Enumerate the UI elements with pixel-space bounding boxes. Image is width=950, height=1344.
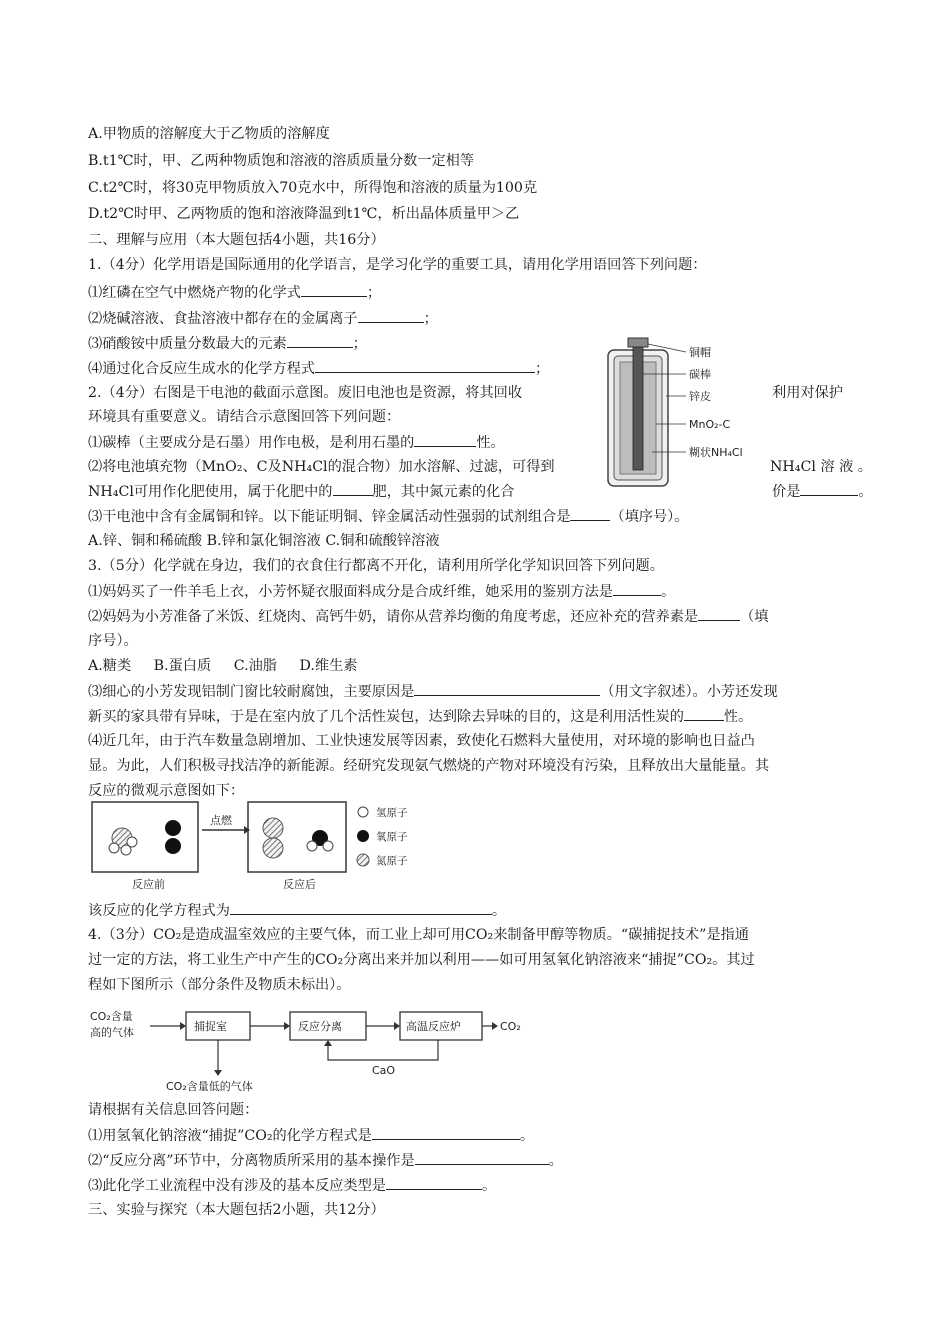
battery-label-nh4cl: 糊状NH₄Cl	[689, 446, 743, 459]
reaction-arrow-label: 点燃	[210, 814, 232, 827]
flow-output-label: CO₂	[500, 1020, 521, 1033]
battery-label-zinc: 锌皮	[689, 390, 711, 403]
question-4-prompt: 请根据有关信息回答问题：	[88, 1102, 259, 1118]
flow-box-capture-label: 捕捉室	[194, 1020, 227, 1033]
reaction-after-label: 反应后	[283, 878, 316, 891]
question-3-part-3-cont: 新买的家具带有异味，于是在室内放了几个活性炭包，达到除去异味的目的，这是利用活性炭的 性。	[88, 706, 752, 727]
flow-recycle-label: CaO	[372, 1064, 396, 1077]
question-2-stem-2: 环境具有重要意义。请结合示意图回答下列问题：	[88, 409, 401, 425]
battery-diagram	[600, 334, 770, 494]
question-2-part-2-valence: 价是 。	[772, 481, 873, 502]
battery-label-rod: 碳棒	[689, 368, 711, 381]
flow-exhaust-label: CO₂含量低的气体	[166, 1080, 253, 1092]
question-2-part-1: ⑴碳棒（主要成分是石墨）用作电极，是利用石墨的 性。	[88, 432, 505, 453]
question-1-part-2: ⑵烧碱溶液、食盐溶液中都存在的金属离子 ；	[88, 308, 438, 329]
reaction-diagram	[88, 796, 438, 892]
question-2-part-2-tail: NH₄Cl 溶 液 。	[770, 459, 872, 475]
question-2-stem-tail: 利用对保护	[772, 385, 843, 401]
question-1-part-1: ⑴红磷在空气中燃烧产物的化学式 ；	[88, 282, 381, 303]
question-3-part-4-cont: 显。为此，人们积极寻找洁净的新能源。经研究发现氨气燃烧的产物对环境没有污染，且释放出大量能量。其	[88, 758, 770, 774]
question-4-part-1: ⑴用氢氧化钠溶液“捕捉”CO₂的化学方程式是 。	[88, 1125, 534, 1146]
legend-hydrogen: 氢原子	[376, 807, 408, 819]
question-1-stem: 1.（4分）化学用语是国际通用的化学语言，是学习化学的重要工具，请用化学用语回答下列问题：	[88, 257, 707, 273]
question-3-part-2-cont: 序号）。	[88, 633, 138, 649]
question-4-stem-2: 过一定的方法，将工业生产中产生的CO₂分离出来并加以利用——如可用氢氧化钠溶液来“捕捉”CO₂。其过	[88, 952, 755, 968]
section-2-heading: 二、理解与应用（本大题包括4小题，共16分）	[88, 232, 385, 248]
question-4-stem-3: 程如下图所示（部分条件及物质未标出）。	[88, 977, 351, 993]
question-3-options: A.糖类 B.蛋白质 C.油脂 D.维生素	[88, 658, 358, 674]
flow-box-furnace-label: 高温反应炉	[406, 1020, 461, 1033]
battery-label-mno2: MnO₂-C	[689, 418, 731, 431]
question-2-stem: 2.（4分）右图是干电池的截面示意图。废旧电池也是资源，将其回收	[88, 385, 523, 401]
question-4-part-3: ⑶此化学工业流程中没有涉及的基本反应类型是 。	[88, 1175, 496, 1196]
legend-nitrogen: 氮原子	[376, 855, 408, 867]
battery-label-cap: 铜帽	[689, 346, 711, 359]
co2-capture-flowchart	[88, 1000, 538, 1092]
question-3-part-4: ⑷近几年，由于汽车数量急剧增加、工业快速发展等因素，致使化石燃料大量使用，对环境的影响也日益凸	[88, 733, 755, 749]
flow-input-line1: CO₂含量	[90, 1010, 133, 1023]
question-3-stem: 3.（5分）化学就在身边，我们的衣食住行都离不开化，请利用所学化学知识回答下列问题。	[88, 558, 664, 574]
question-2-options: A.锌、铜和稀硫酸 B.锌和氯化铜溶液 C.铜和硫酸锌溶液	[88, 533, 440, 549]
question-4-stem: 4.（3分）CO₂是造成温室效应的主要气体，而工业上却可用CO₂来制备甲醇等物质。“碳捕捉技术”是指通	[88, 927, 749, 943]
option-d: D.t2℃时甲、乙两物质的饱和溶液降温到t1℃，析出晶体质量甲＞乙	[88, 206, 520, 222]
question-3-part-3: ⑶细心的小芳发现铝制门窗比较耐腐蚀，主要原因是 （用文字叙述）。小芳还发现	[88, 681, 778, 702]
option-c: C.t2℃时，将30克甲物质放入70克水中，所得饱和溶液的质量为100克	[88, 180, 538, 196]
question-1-part-3: ⑶硝酸铵中质量分数最大的元素 ；	[88, 333, 367, 354]
question-2-part-2: ⑵将电池填充物（MnO₂、C及NH₄Cl的混合物）加水溶解、过滤，可得到	[88, 459, 555, 475]
question-3-part-1: ⑴妈妈买了一件羊毛上衣，小芳怀疑衣服面料成分是合成纤维，她采用的鉴别方法是 。	[88, 581, 675, 602]
flow-box-separation-label: 反应分离	[298, 1020, 342, 1033]
question-2-part-2b: NH₄Cl可用作化肥使用，属于化肥中的 肥，其中氮元素的化合	[88, 481, 514, 502]
reaction-before-label: 反应前	[132, 878, 165, 891]
question-4-part-2: ⑵“反应分离”环节中，分离物质所采用的基本操作是 。	[88, 1150, 563, 1171]
legend-oxygen: 氧原子	[376, 831, 408, 843]
question-3-part-2: ⑵妈妈为小芳准备了米饭、红烧肉、高钙牛奶，请你从营养均衡的角度考虑，还应补充的营养素是 （填	[88, 606, 768, 627]
section-3-heading: 三、实验与探究（本大题包括2小题，共12分）	[88, 1202, 385, 1218]
question-1-part-4: ⑷通过化合反应生成水的化学方程式 ；	[88, 358, 549, 379]
option-a: A.甲物质的溶解度大于乙物质的溶解度	[88, 126, 330, 142]
option-b: B.t1℃时，甲、乙两种物质饱和溶液的溶质质量分数一定相等	[88, 153, 475, 169]
flow-input-line2: 高的气体	[90, 1026, 134, 1039]
question-2-part-3: ⑶干电池中含有金属铜和锌。以下能证明铜、锌金属活动性强弱的试剂组合是 （填序号）。	[88, 506, 688, 527]
question-3-part-4-cont2: 反应的微观示意图如下：	[88, 783, 245, 799]
question-3-equation: 该反应的化学方程式为 。	[88, 900, 506, 921]
